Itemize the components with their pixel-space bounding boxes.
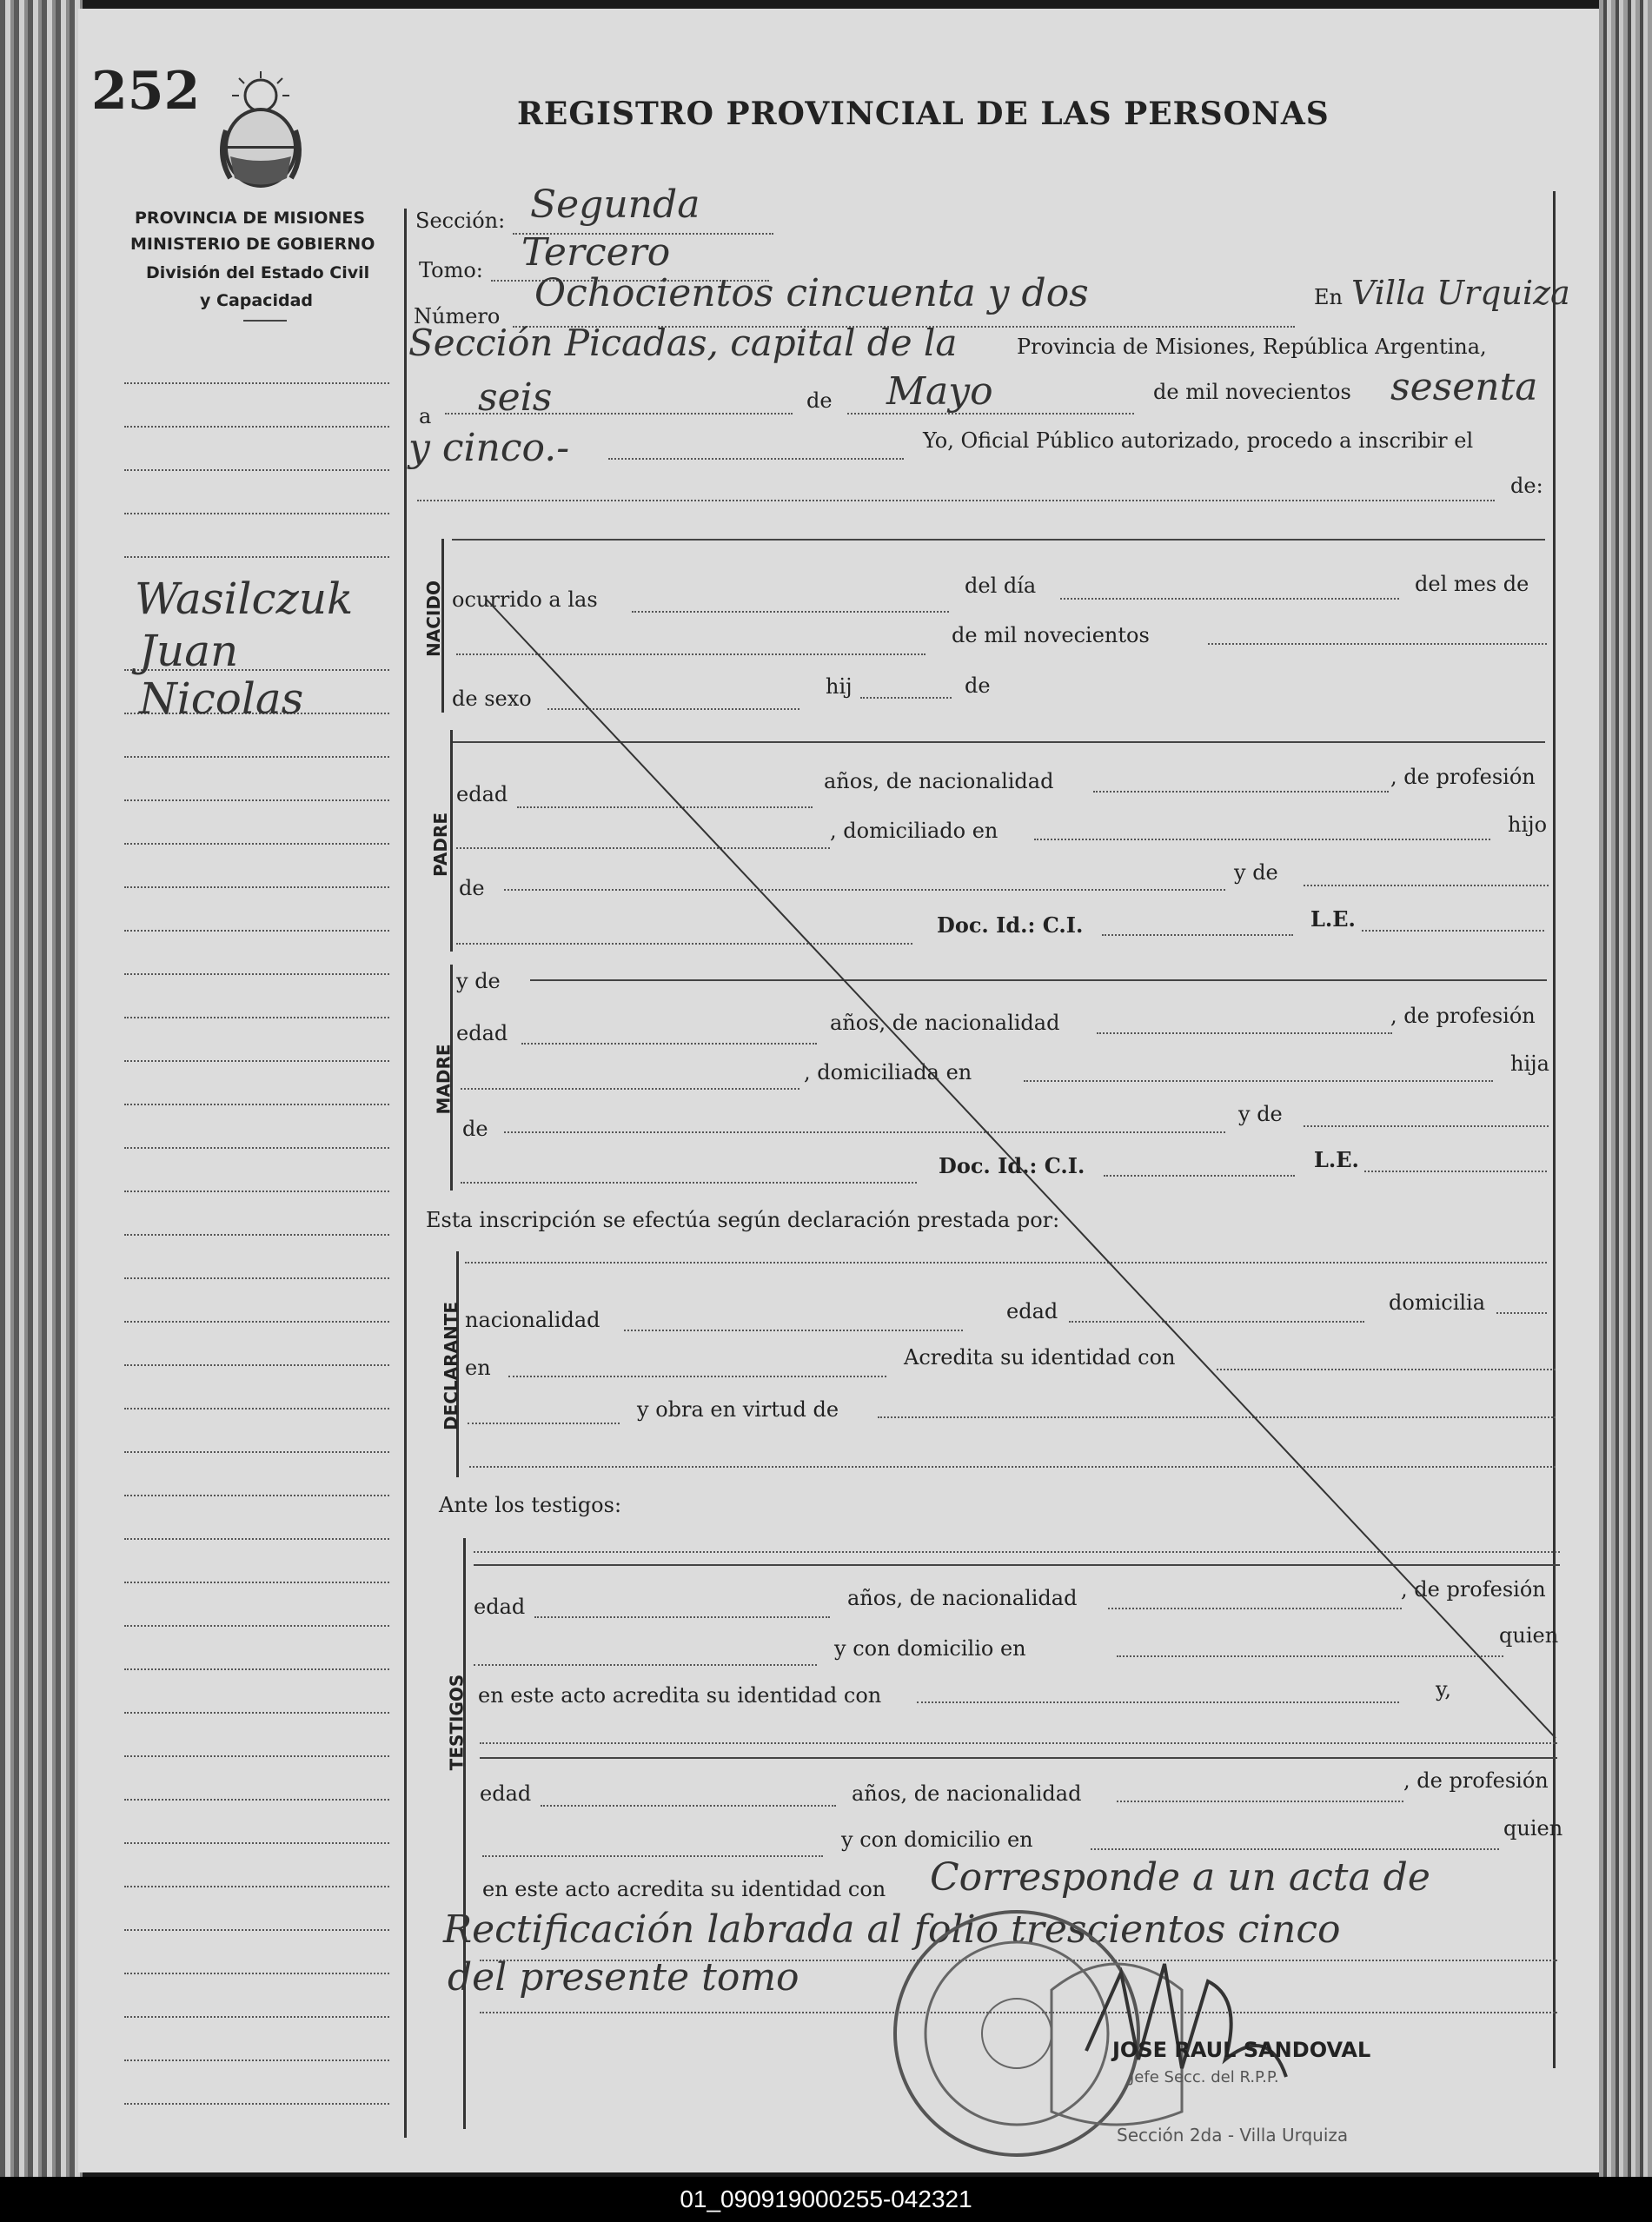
testigo1-edad-label: edad	[474, 1595, 526, 1619]
madre-y-de-label: y de	[456, 969, 501, 993]
testigo2-profesion-label: , de profesión	[1403, 1768, 1549, 1793]
testigo1-domicilio-label: y con domicilio en	[834, 1636, 1026, 1661]
seccion-label: Sección:	[415, 209, 506, 233]
declarante-obra-label: y obra en virtud de	[637, 1397, 839, 1422]
declarante-nacionalidad-label: nacionalidad	[465, 1308, 600, 1332]
signature-office: Sección 2da - Villa Urquiza	[1117, 2125, 1349, 2146]
madre-anos-label: años, de nacionalidad	[830, 1011, 1060, 1035]
anio-value-2: y cinco.-	[408, 426, 570, 470]
del-mes-label: del mes de	[1415, 572, 1529, 596]
org-line-3: División del Estado Civil	[146, 263, 370, 282]
de-label: de	[806, 388, 833, 413]
padre-le-label: L.E.	[1310, 906, 1356, 932]
dia-value: seis	[478, 375, 553, 420]
signature-name: JOSE RAUL SANDOVAL	[1112, 2038, 1371, 2062]
page-number: 252	[91, 61, 201, 122]
note-line-3: del presente tomo	[448, 1955, 799, 2000]
handwritten-signature	[1069, 1947, 1312, 2086]
mes-value: Mayo	[886, 369, 993, 414]
padre-y-de-label: y de	[1234, 860, 1278, 885]
madre-le-label: L.E.	[1314, 1147, 1359, 1172]
org-line-1: PROVINCIA DE MISIONES	[135, 209, 366, 228]
testigos-section-label: TESTIGOS	[446, 1674, 468, 1771]
tomo-label: Tomo:	[419, 258, 483, 282]
margin-name-1: Juan	[139, 626, 239, 676]
en-label: En	[1314, 285, 1343, 309]
testigo2-quien-label: quien	[1503, 1816, 1563, 1841]
padre-doc-label: Doc. Id.: C.I.	[937, 912, 1084, 938]
madre-edad-label: edad	[456, 1021, 508, 1045]
nacido-section-label: NACIDO	[422, 580, 444, 657]
lugar-value: Sección Picadas, capital de la	[408, 322, 958, 364]
org-line-4: y Capacidad	[200, 291, 313, 310]
en-value: Villa Urquiza	[1351, 274, 1570, 312]
padre-de-label: de	[459, 876, 485, 900]
testigo1-profesion-label: , de profesión	[1401, 1577, 1546, 1602]
madre-de-label: de	[462, 1117, 488, 1141]
ocurrido-label: ocurrido a las	[452, 587, 598, 612]
padre-hijo-label: hijo	[1508, 813, 1548, 837]
declaracion-text: Esta inscripción se efectúa según declaración prestada por:	[426, 1208, 1060, 1232]
padre-domiciliado-label: , domiciliado en	[830, 819, 998, 843]
madre-domiciliada-label: , domiciliada en	[804, 1060, 972, 1084]
de-colon-label: de:	[1510, 474, 1543, 498]
anio-value-1: sesenta	[1390, 365, 1538, 409]
madre-section-label: MADRE	[433, 1044, 454, 1115]
padre-edad-label: edad	[456, 782, 508, 806]
numero-value: Ochocientos cincuenta y dos	[534, 271, 1089, 315]
scan-id-footer: 01_090919000255-042321	[0, 2177, 1652, 2222]
tomo-value: Tercero	[521, 230, 671, 275]
numero-label: Número	[414, 304, 501, 328]
madre-y-de-2-label: y de	[1238, 1102, 1283, 1126]
padre-profesion-label: , de profesión	[1390, 765, 1536, 789]
testigo2-anos-label: años, de nacionalidad	[852, 1781, 1082, 1806]
padre-anos-label: años, de nacionalidad	[824, 769, 1054, 793]
provincia-text: Provincia de Misiones, República Argentina,	[1017, 335, 1487, 359]
declarante-edad-label: edad	[1006, 1299, 1058, 1323]
testigo1-y-label: y,	[1436, 1677, 1451, 1701]
testigo1-quien-label: quien	[1499, 1623, 1559, 1648]
testigo2-edad-label: edad	[480, 1781, 532, 1806]
declarante-section-label: DECLARANTE	[441, 1301, 462, 1431]
org-line-2: MINISTERIO DE GOBIERNO	[130, 235, 375, 254]
de-mil-nov-label: de mil novecientos	[952, 623, 1150, 647]
testigo2-acredita-label: en este acto acredita su identidad con	[482, 1877, 886, 1901]
testigo1-anos-label: años, de nacionalidad	[847, 1586, 1078, 1610]
de-after-hij-label: de	[965, 673, 991, 698]
madre-doc-label: Doc. Id.: C.I.	[939, 1153, 1085, 1178]
de-sexo-label: de sexo	[452, 686, 532, 711]
hij-label: hij	[826, 674, 853, 699]
note-line-2: Rectificación labrada al folio trescientos cinco	[443, 1907, 1341, 1952]
declarante-acredita-label: Acredita su identidad con	[904, 1345, 1176, 1370]
de-mil-label: de mil novecientos	[1153, 380, 1351, 404]
signature-title: Jefe Secc. del R.P.P.	[1130, 2068, 1279, 2086]
declarante-domicilia-label: domicilia	[1389, 1290, 1486, 1315]
yo-text: Yo, Oficial Público autorizado, procedo a inscribir el	[923, 428, 1474, 453]
a-label: a	[419, 404, 432, 428]
testigo2-domicilio-label: y con domicilio en	[841, 1827, 1033, 1852]
testigo1-acredita-label: en este acto acredita su identidad con	[478, 1683, 882, 1708]
madre-profesion-label: , de profesión	[1390, 1004, 1536, 1028]
note-line-1: Corresponde a un acta de	[930, 1855, 1430, 1900]
margin-name-2: Nicolas	[139, 673, 304, 724]
padre-section-label: PADRE	[429, 813, 451, 877]
del-dia-label: del día	[965, 574, 1037, 598]
testigos-intro: Ante los testigos:	[439, 1493, 622, 1517]
document-title: REGISTRO PROVINCIAL DE LAS PERSONAS	[517, 96, 1330, 132]
declarante-en-label: en	[465, 1356, 491, 1380]
seccion-value: Segunda	[530, 182, 700, 227]
margin-surname: Wasilczuk	[135, 574, 354, 624]
madre-hija-label: hija	[1510, 1051, 1549, 1076]
